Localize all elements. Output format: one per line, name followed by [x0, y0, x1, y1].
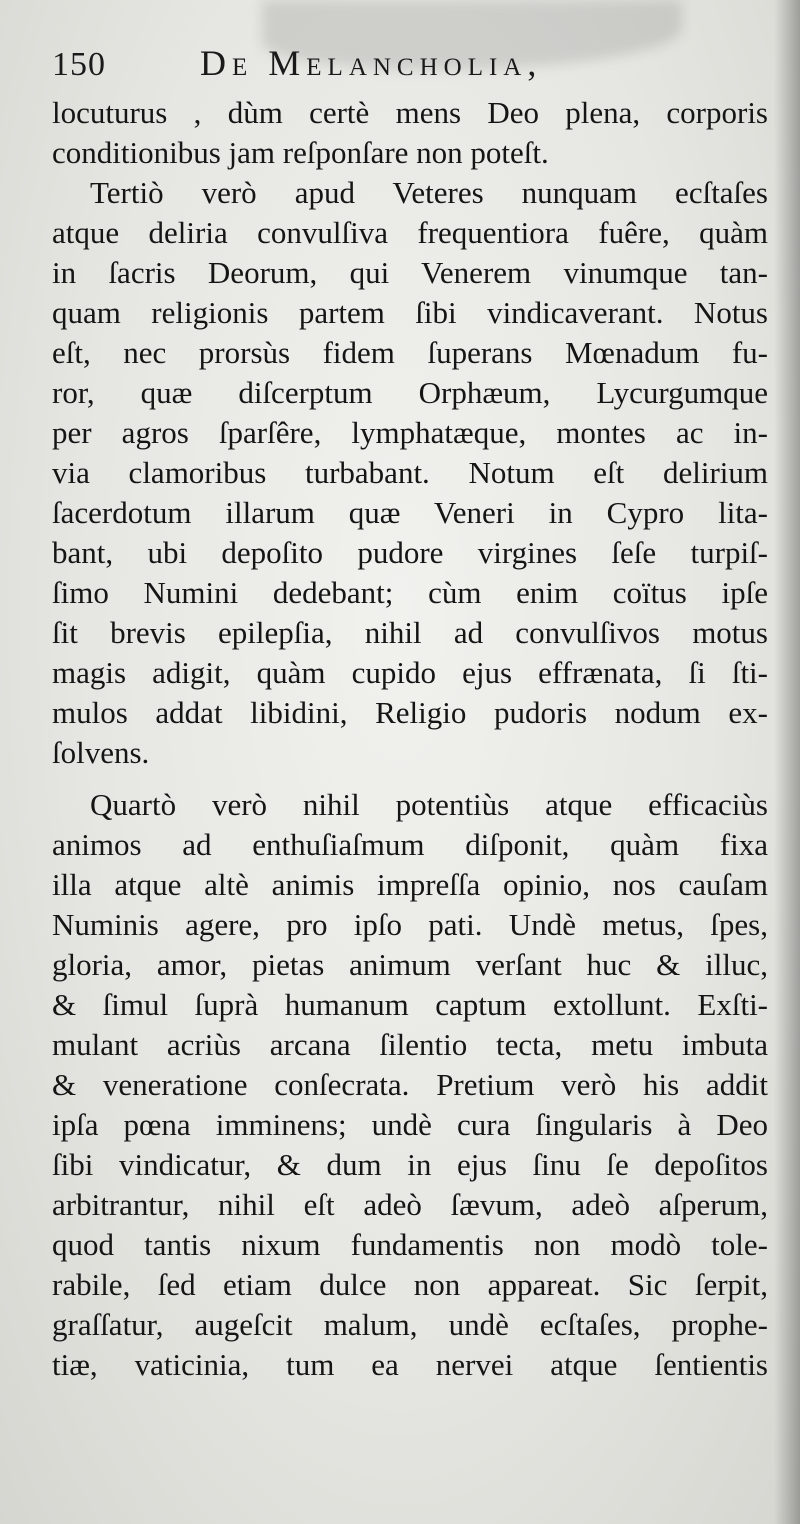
text-line: atque deliria convulſiva frequentiora fuêre, quàm: [52, 215, 768, 250]
text-line: locuturus , dùm certè mens Deo plena, corporis: [52, 95, 768, 130]
text-line: mulant acriùs arcana ſilentio tecta, metu imbuta: [52, 1027, 768, 1062]
paragraph-gap: [52, 773, 768, 785]
text-line: quam religionis partem ſibi vindicaverant. Notus: [52, 295, 768, 330]
text-line: ſolvens.: [52, 735, 150, 770]
text-line: ſimo Numini dedebant; cùm enim coïtus ipſe: [52, 575, 768, 610]
text-line: tiæ, vaticinia, tum ea nervei atque ſentientis: [52, 1347, 768, 1382]
text-line: ror, quæ diſcerptum Orphæum, Lycurgumque: [52, 375, 768, 410]
text-line: mulos addat libidini, Religio pudoris nodum ex-: [52, 695, 768, 730]
text-line: eſt, nec prorsùs fidem ſuperans Mœnadum fu-: [52, 335, 768, 370]
text-line: magis adigit, quàm cupido ejus effrænata, ſi ſti-: [52, 655, 768, 690]
binding-shadow: [774, 0, 800, 1524]
text-line: ſacerdotum illarum quæ Veneri in Cypro lita-: [52, 495, 768, 530]
text-line: Quartò verò nihil potentiùs atque efficaciùs: [90, 787, 768, 822]
paragraph-quarto: [52, 785, 768, 1385]
paragraph-continuation: [52, 93, 768, 173]
text-line: ipſa pœna imminens; undè cura ſingularis à Deo: [52, 1107, 768, 1142]
text-line: animos ad enthuſiaſmum diſponit, quàm fixa: [52, 827, 768, 862]
text-line: in ſacris Deorum, qui Venerem vinumque tan-: [52, 255, 768, 290]
page-number: 150: [52, 46, 106, 83]
text-line: gloria, amor, pietas animum verſant huc & illuc,: [52, 947, 768, 982]
text-line: Tertiò verò apud Veteres nunquam ecſtaſes: [90, 175, 768, 210]
paragraph-tertio: [52, 173, 768, 773]
text-line: illa atque altè animis impreſſa opinio, nos cauſam: [52, 867, 768, 902]
running-title: De Melancholia,: [200, 43, 543, 83]
page-header: [52, 42, 752, 90]
text-line: per agros ſparſêre, lymphatæque, montes ac in-: [52, 415, 768, 450]
text-line: & ſimul ſuprà humanum captum extollunt. Exſti-: [52, 987, 768, 1022]
text-line: & veneratione conſecrata. Pretium verò his addit: [52, 1067, 768, 1102]
text-line: ſit brevis epilepſia, nihil ad convulſivos motus: [52, 615, 768, 650]
text-line: quod tantis nixum fundamentis non modò tole-: [52, 1227, 768, 1262]
text-line: arbitrantur, nihil eſt adeò ſævum, adeò aſperum,: [52, 1187, 768, 1222]
text-line: conditionibus jam reſponſare non poteſt.: [52, 135, 549, 170]
body-text: [52, 93, 768, 1385]
text-line: graſſatur, augeſcit malum, undè ecſtaſes, prophe-: [52, 1307, 768, 1342]
text-line: via clamoribus turbabant. Notum eſt delirium: [52, 455, 768, 490]
text-line: ſibi vindicatur, & dum in ejus ſinu ſe depoſitos: [52, 1147, 768, 1182]
text-line: rabile, ſed etiam dulce non appareat. Sic ſerpit,: [52, 1267, 768, 1302]
text-line: bant, ubi depoſito pudore virgines ſeſe turpiſ-: [52, 535, 768, 570]
text-line: Numinis agere, pro ipſo pati. Undè metus, ſpes,: [52, 907, 768, 942]
